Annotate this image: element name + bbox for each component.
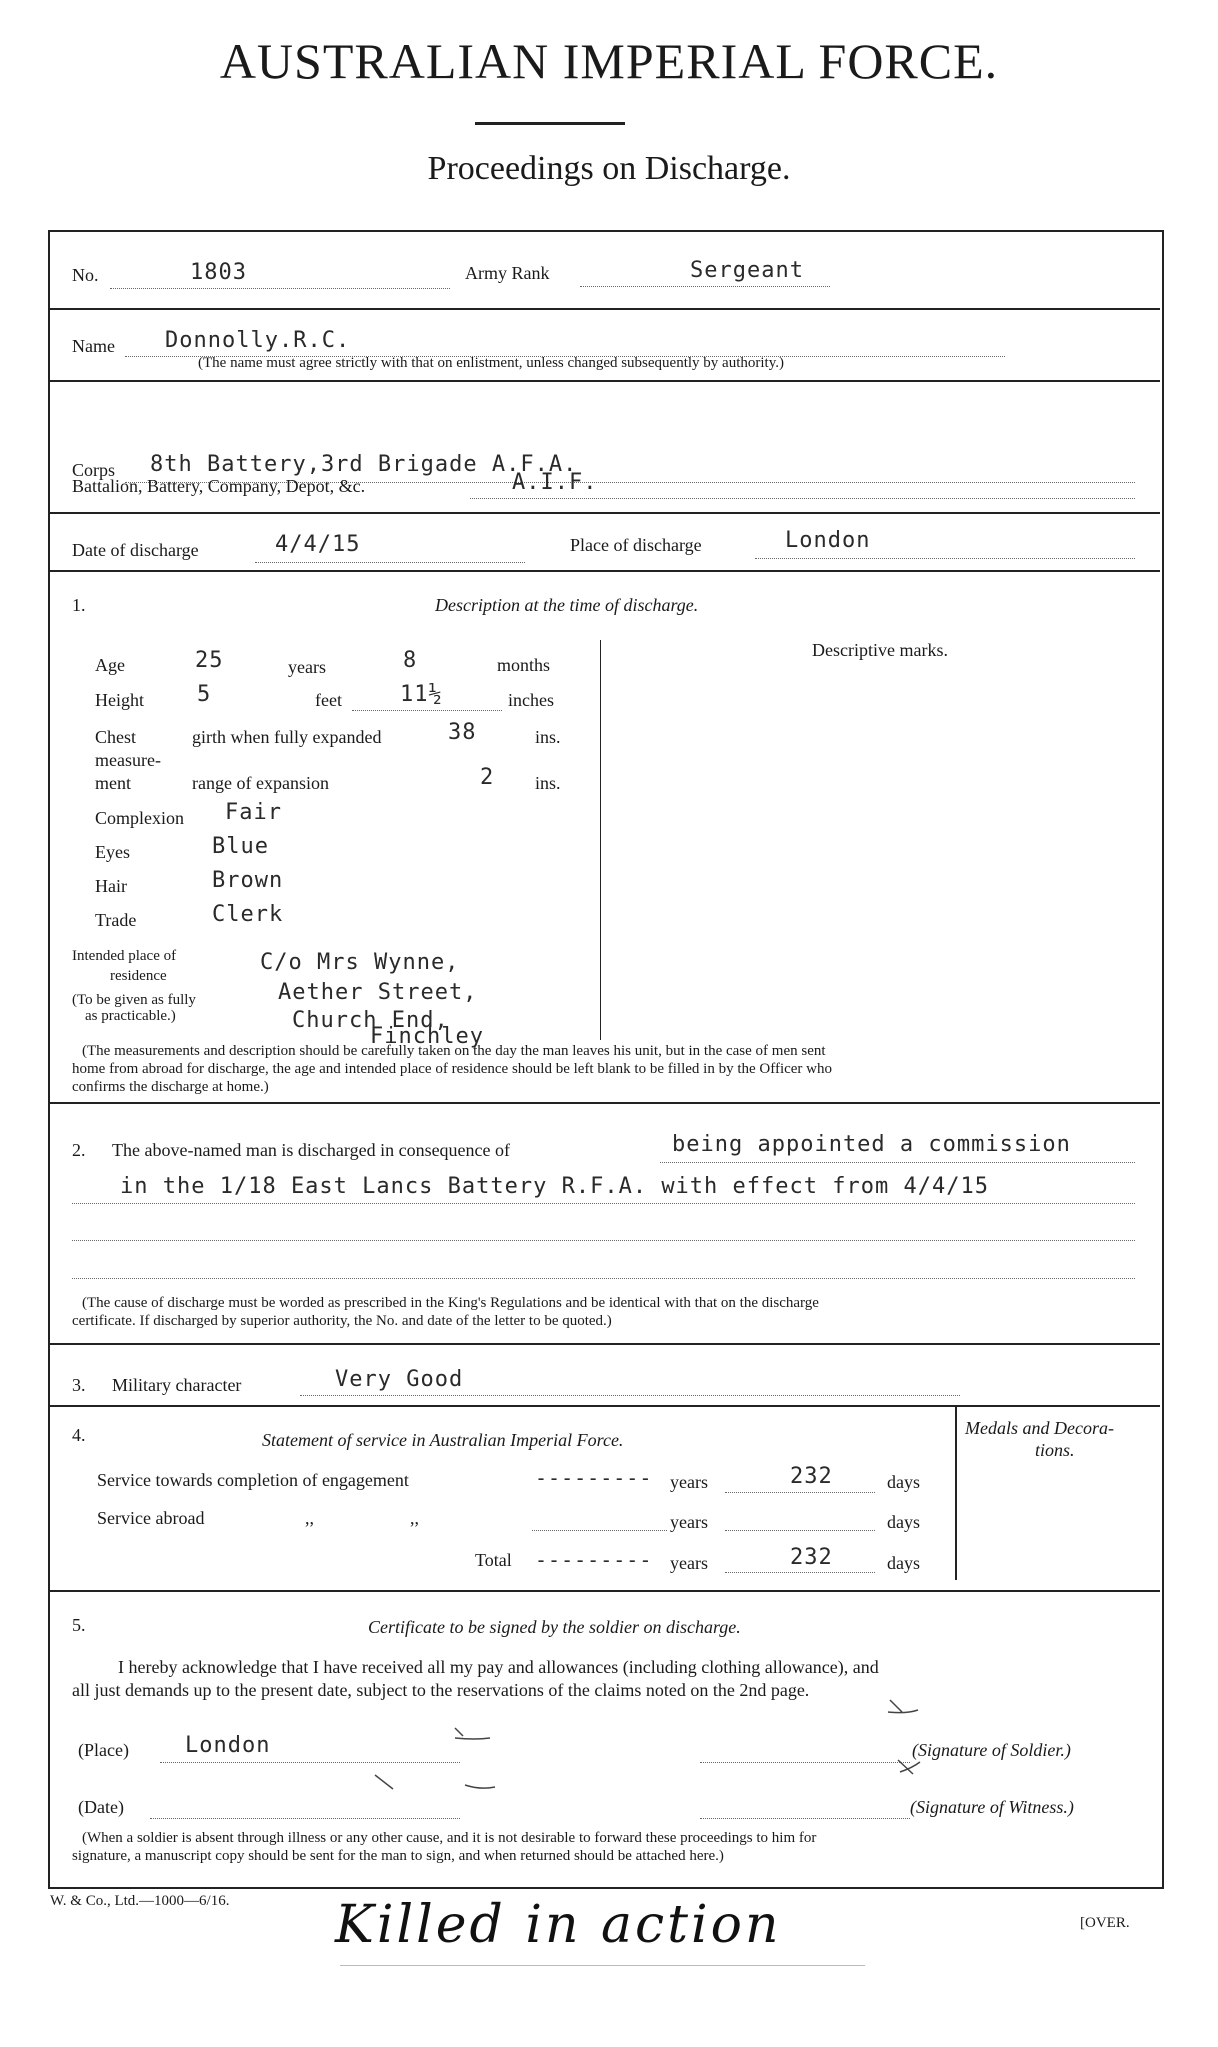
engagement-days-label: days bbox=[887, 1472, 920, 1492]
date-label: (Date) bbox=[78, 1797, 124, 1817]
soldier-signature-label: (Signature of Soldier.) bbox=[912, 1740, 1071, 1760]
engagement-years-value: --------- bbox=[535, 1466, 653, 1490]
date-of-discharge-value: 4/4/15 bbox=[275, 532, 361, 557]
engagement-days-value: 232 bbox=[790, 1464, 833, 1489]
girth-value: 38 bbox=[448, 720, 477, 745]
age-months-label: months bbox=[497, 655, 551, 675]
section-1-note-2: home from abroad for discharge, the age and intended place of residence should be left blank to be filled in by the Officer who bbox=[72, 1061, 833, 1077]
no-value: 1803 bbox=[190, 260, 247, 285]
complexion-label: Complexion bbox=[95, 808, 184, 828]
section-2-note-1: (The cause of discharge must be worded as prescribed in the King's Regulations and be identical with that on the discharge bbox=[82, 1295, 819, 1311]
residence-label-1: Intended place of bbox=[72, 948, 177, 964]
residence-line-4: Finchley bbox=[370, 1024, 484, 1049]
corps-label: Corps bbox=[72, 460, 116, 480]
over-marker: [OVER. bbox=[1080, 1915, 1130, 1931]
discharge-cause-line-1: being appointed a commission bbox=[672, 1132, 1071, 1157]
section-3-number: 3. bbox=[72, 1375, 86, 1395]
name-label: Name bbox=[72, 336, 115, 356]
discharge-cause-line-2: in the 1/18 East Lancs Battery R.F.A. with effect from 4/4/15 bbox=[120, 1174, 989, 1199]
form-subtitle: Proceedings on Discharge. bbox=[427, 150, 791, 187]
abroad-years-label: years bbox=[670, 1512, 708, 1532]
residence-label-4: as practicable.) bbox=[85, 1008, 176, 1024]
height-label: Height bbox=[95, 690, 144, 710]
age-years-label: years bbox=[288, 657, 326, 677]
total-label: Total bbox=[475, 1550, 512, 1570]
girth-ins-label: ins. bbox=[535, 727, 561, 747]
total-years-label: years bbox=[670, 1553, 708, 1573]
engagement-label: Service towards completion of engagement bbox=[97, 1470, 409, 1490]
battalion-label-text: Battalion, Battery, Company, Depot, &c. bbox=[72, 476, 366, 496]
ditto-mark-2: ,, bbox=[410, 1508, 419, 1528]
section-2-number: 2. bbox=[72, 1140, 86, 1160]
military-character-value: Very Good bbox=[335, 1367, 464, 1392]
ditto-mark-1: ,, bbox=[305, 1508, 314, 1528]
title-rule bbox=[475, 122, 625, 125]
service-abroad-label: Service abroad bbox=[97, 1508, 205, 1528]
hair-label: Hair bbox=[95, 876, 127, 896]
age-label: Age bbox=[95, 655, 125, 675]
certificate-text-2: all just demands up to the present date, subject to the reservations of the claims noted on the 2nd page. bbox=[72, 1680, 810, 1700]
place-value: London bbox=[185, 1733, 271, 1758]
printer-imprint: W. & Co., Ltd.—1000—6/16. bbox=[50, 1893, 230, 1909]
section-4-number: 4. bbox=[72, 1425, 86, 1445]
section-5-note-2: signature, a manuscript copy should be sent for the man to sign, and when returned should be attached here.) bbox=[72, 1848, 724, 1864]
section-1-number: 1. bbox=[72, 595, 86, 615]
eyes-value: Blue bbox=[212, 834, 269, 859]
form-title: AUSTRALIAN IMPERIAL FORCE. bbox=[219, 33, 999, 89]
name-note: (The name must agree strictly with that on enlistment, unless changed subsequently by authority.) bbox=[198, 355, 784, 371]
trade-value: Clerk bbox=[212, 902, 284, 927]
medals-heading-2: tions. bbox=[1035, 1440, 1075, 1460]
chest-label-3: ment bbox=[95, 773, 131, 793]
corps-value: 8th Battery,3rd Brigade A.F.A. bbox=[150, 452, 578, 477]
age-months-value: 8 bbox=[403, 648, 418, 673]
height-inches-value: 11½ bbox=[400, 682, 443, 707]
section-4-heading: Statement of service in Australian Imperial Force. bbox=[262, 1430, 624, 1450]
residence-line-1: C/o Mrs Wynne, bbox=[260, 950, 460, 975]
place-label: (Place) bbox=[78, 1740, 129, 1760]
trade-label: Trade bbox=[95, 910, 137, 930]
section-1-note-3: confirms the discharge at home.) bbox=[72, 1079, 269, 1095]
height-feet-value: 5 bbox=[197, 682, 212, 707]
military-character-label: Military character bbox=[112, 1375, 242, 1395]
height-inches-label: inches bbox=[508, 690, 554, 710]
complexion-value: Fair bbox=[225, 800, 282, 825]
engagement-years-label: years bbox=[670, 1472, 708, 1492]
no-label: No. bbox=[72, 265, 99, 285]
handwritten-note: Killed in action bbox=[335, 1895, 782, 1955]
total-years-value: --------- bbox=[535, 1548, 653, 1572]
battalion-value: A.I.F. bbox=[512, 470, 598, 495]
age-years-value: 25 bbox=[195, 648, 224, 673]
residence-line-2: Aether Street, bbox=[278, 980, 478, 1005]
range-label: range of expansion bbox=[192, 773, 329, 793]
total-days-value: 232 bbox=[790, 1545, 833, 1570]
army-rank-value: Sergeant bbox=[690, 258, 804, 283]
abroad-days-label: days bbox=[887, 1512, 920, 1532]
place-of-discharge-value: London bbox=[785, 528, 871, 553]
descriptive-marks-heading: Descriptive marks. bbox=[812, 640, 948, 660]
witness-signature-label: (Signature of Witness.) bbox=[910, 1797, 1074, 1817]
medals-heading-1: Medals and Decora- bbox=[965, 1418, 1114, 1438]
range-value: 2 bbox=[480, 765, 495, 790]
date-of-discharge-label: Date of discharge bbox=[72, 540, 199, 560]
section-2-note-2: certificate. If discharged by superior authority, the No. and date of the letter to be quoted.) bbox=[72, 1313, 612, 1329]
residence-label-3: (To be given as fully bbox=[72, 992, 196, 1008]
section-2-label: The above-named man is discharged in consequence of bbox=[112, 1140, 511, 1160]
height-feet-label: feet bbox=[315, 690, 342, 710]
name-value: Donnolly.R.C. bbox=[165, 328, 351, 353]
range-ins-label: ins. bbox=[535, 773, 561, 793]
hair-value: Brown bbox=[212, 868, 284, 893]
section-5-heading: Certificate to be signed by the soldier on discharge. bbox=[368, 1617, 741, 1637]
chest-label-2: measure- bbox=[95, 750, 161, 770]
section-5-number: 5. bbox=[72, 1615, 86, 1635]
residence-label-2: residence bbox=[110, 968, 167, 984]
chest-label-1: Chest bbox=[95, 727, 137, 747]
place-of-discharge-label: Place of discharge bbox=[570, 535, 702, 555]
certificate-text-1: I hereby acknowledge that I have received all my pay and allowances (including clothing allowance), and bbox=[118, 1657, 879, 1677]
section-5-note-1: (When a soldier is absent through illness or any other cause, and it is not desirable to forward these proceedings to him for bbox=[82, 1830, 817, 1846]
section-1-heading: Description at the time of discharge. bbox=[435, 595, 699, 615]
total-days-label: days bbox=[887, 1553, 920, 1573]
section-1-note-1: (The measurements and description should be carefully taken on the day the man leaves his unit, but in the case of men sent bbox=[82, 1043, 826, 1059]
eyes-label: Eyes bbox=[95, 842, 130, 862]
residence-line-3: Church End, bbox=[292, 1008, 449, 1033]
girth-label: girth when fully expanded bbox=[192, 727, 382, 747]
army-rank-label: Army Rank bbox=[465, 263, 550, 283]
